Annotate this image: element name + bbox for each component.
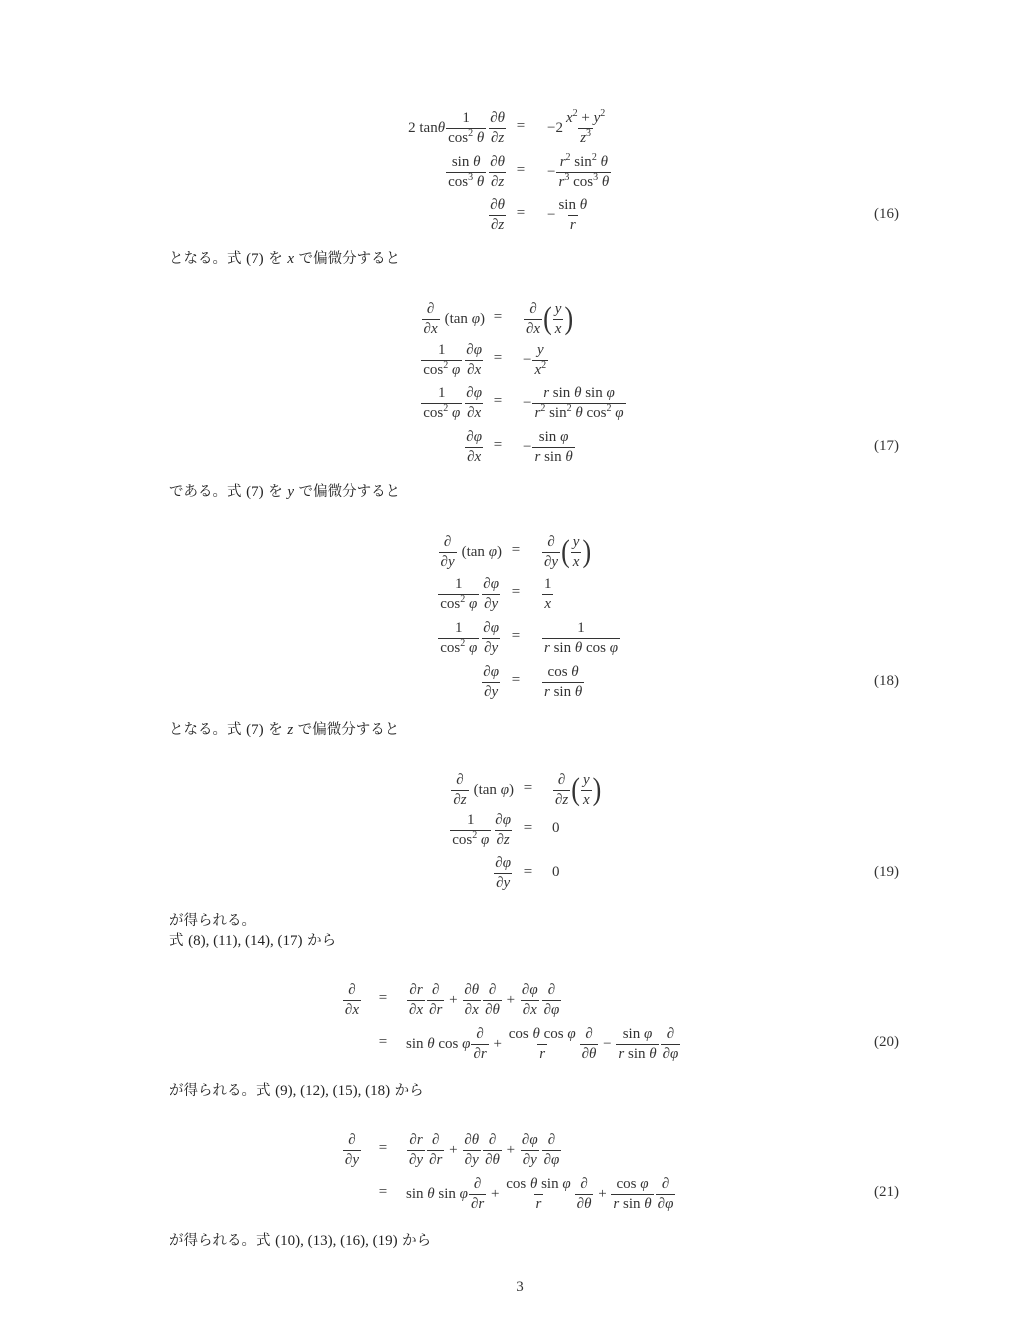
equation-number-17: (17) (874, 438, 899, 454)
equation-21: $\frac{\partial}{\partial y}$ = $\frac{\partial r}{\partial y}$ $\frac{\partial}{\partial r}$ + $\frac{\partial\theta}{\partial y}$ $\frac{\partial}{\partial\theta}$ + $\frac{\partial\varphi}{\partial y}$ $\frac{\partial}{\partial\varphi}$ = sin θ sin φ $\frac{\partial}{\partial r}$ + $\frac{\text{cos θ sin φ}}{r}$ $\frac{\partial}{\partial\theta}$ + $\frac{\text{cos φ}}{\text{r sin θ}}$ $\frac{\partial}{\partial\varphi}$ (344, 1131, 674, 1212)
paragraph-text: が得られる。式 (9), (12), (15), (18) から (169, 1083, 424, 1099)
paragraph-text: が得られる。式 (10), (13), (16), (19) から (169, 1233, 432, 1249)
paragraph-text: となる。式 (7) を x で偏微分すると (169, 251, 401, 267)
equation-number-21: (21) (874, 1184, 899, 1200)
equation-number-18: (18) (874, 673, 899, 689)
equation-19: $\frac{\partial}{\partial z}$ (tan φ) = $\frac{\partial}{\partial z}$ ( $\frac{y}{x}$ ) $\frac{1}{\cos^2 \varphi}$ $\frac{\partial\varphi}{\partial z}$ = 0 $\frac{\partial\varphi}{\partial y}$ = 0 (452, 771, 602, 891)
equation-17: $\frac{\partial}{\partial x}$ (tan φ) = $\frac{\partial}{\partial x}$ ( $\frac{y}{x}$ ) $\frac{1}{\cos^2 \varphi}$ $\frac{\partial\varphi}{\partial x}$ = − $\frac{y}{x^2}$ $\frac{1}{\cos^2 \varphi}$ $\frac{\partial\varphi}{\partial x}$ = − $\frac{\text{r sin θ sin φ}}{r^2 \sin^2 \theta \cos^2 \varphi}$ $\frac{\partial\varphi}{\partial x}$ = − $\frac{\text{sin φ}}{\text{r sin θ}}$ (423, 300, 624, 465)
equation-20: $\frac{\partial}{\partial x}$ = $\frac{\partial r}{\partial x}$ $\frac{\partial}{\partial r}$ + $\frac{\partial\theta}{\partial x}$ $\frac{\partial}{\partial\theta}$ + $\frac{\partial\varphi}{\partial x}$ $\frac{\partial}{\partial\varphi}$ = sin θ cos φ $\frac{\partial}{\partial r}$ + $\frac{\text{cos θ cos φ}}{r}$ $\frac{\partial}{\partial\theta}$ − $\frac{\text{sin φ}}{\text{r sin θ}}$ $\frac{\partial}{\partial\varphi}$ (344, 981, 679, 1062)
paragraph-text: である。式 (7) を y で偏微分すると (169, 484, 401, 500)
paragraph-text: が得られる。 (169, 913, 256, 929)
equation-18: $\frac{\partial}{\partial y}$ (tan φ) = $\frac{\partial}{\partial y}$ ( $\frac{y}{x}$ ) $\frac{1}{\cos^2 \varphi}$ $\frac{\partial\varphi}{\partial y}$ = $\frac{1}{x}$ $\frac{1}{\cos^2 \varphi}$ $\frac{\partial\varphi}{\partial y}$ = $\frac{1}{\text{r sin θ cos φ}}$ $\frac{\partial\varphi}{\partial y}$ = $\frac{\text{cos θ}}{\text{r sin θ}}$ (440, 533, 619, 700)
equation-number-16: (16) (874, 206, 899, 222)
equation-number-19: (19) (874, 864, 899, 880)
equation-number-20: (20) (874, 1034, 899, 1050)
page-number: 3 (516, 1279, 524, 1295)
equation-16: 2 tan θ $\frac{1}{\cos^2 \theta}$ $\frac{\partial\theta}{\partial z}$ = −2 $\frac{x^2 + y^2}{z^3}$ $\frac{\text{sin θ}}{\cos^3 \theta}$ $\frac{\partial\theta}{\partial z}$ = − $\frac{r^2 \sin^2 \theta}{r^3 \cos^3 \theta}$ $\frac{\partial\theta}{\partial z}$ = − $\frac{\text{sin θ}}{r}$ (408, 107, 610, 233)
paragraph-text: 式 (8), (11), (14), (17) から (169, 933, 337, 949)
paragraph-text: となる。式 (7) を z で偏微分すると (169, 722, 400, 738)
